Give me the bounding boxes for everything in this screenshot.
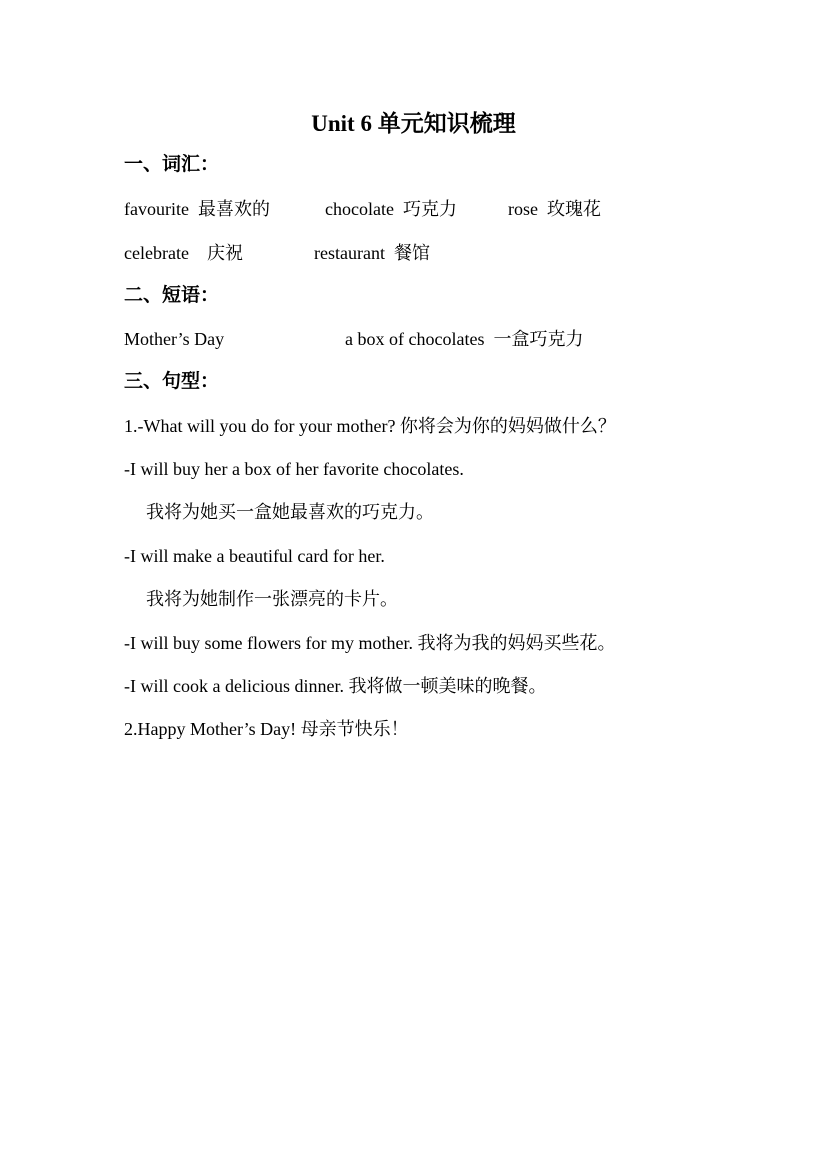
vocab-item [508,196,601,222]
vocab-item [124,240,243,266]
sentence-a3: -I will buy some flowers for my mother. 我将为我的妈妈买些花。 [124,633,616,653]
sentence-a1-en: -I will buy her a box of her favorite chocolates. [124,459,464,479]
sentence-heading: 三、句型： [124,371,220,392]
phrase-item [345,326,583,352]
page-title: Unit 6 单元知识梳理 [311,111,516,136]
sentence-s2: 2.Happy Mother’s Day! 母亲节快乐！ [124,719,409,739]
sentence-a2-zh: 我将为她制作一张漂亮的卡片。 [146,589,398,609]
vocab-en: celebrate [124,243,189,263]
vocab-zh: 巧克力 [402,199,457,219]
vocab-zh: 玫瑰花 [547,199,601,219]
vocab-en: rose [508,199,538,219]
sentence-q1: 1.-What will you do for your mother? 你将会为你的妈妈做什么？ [124,416,616,436]
phrase-item [124,326,224,352]
vocab-en: chocolate [325,199,394,219]
vocab-zh: 餐馆 [393,243,430,263]
sentence-a1-zh: 我将为她买一盒她最喜欢的巧克力。 [146,502,434,522]
vocab-en: restaurant [314,243,385,263]
phrase-heading: 二、短语： [124,285,220,306]
vocab-en: favourite [124,199,189,219]
vocab-zh: 庆祝 [206,243,243,263]
sentence-a4: -I will cook a delicious dinner. 我将做一顿美味的晚餐。 [124,676,547,696]
phrase-zh: 一盒巧克力 [493,329,584,349]
vocab-item [325,196,457,222]
vocab-item [314,240,430,266]
vocab-heading: 一、词汇： [124,154,220,175]
vocab-zh: 最喜欢的 [197,199,270,219]
vocab-item [124,196,270,222]
sentence-a2-en: -I will make a beautiful card for her. [124,546,385,566]
phrase-en: Mother’s Day [124,329,225,349]
phrase-en: a box of chocolates [345,329,485,349]
